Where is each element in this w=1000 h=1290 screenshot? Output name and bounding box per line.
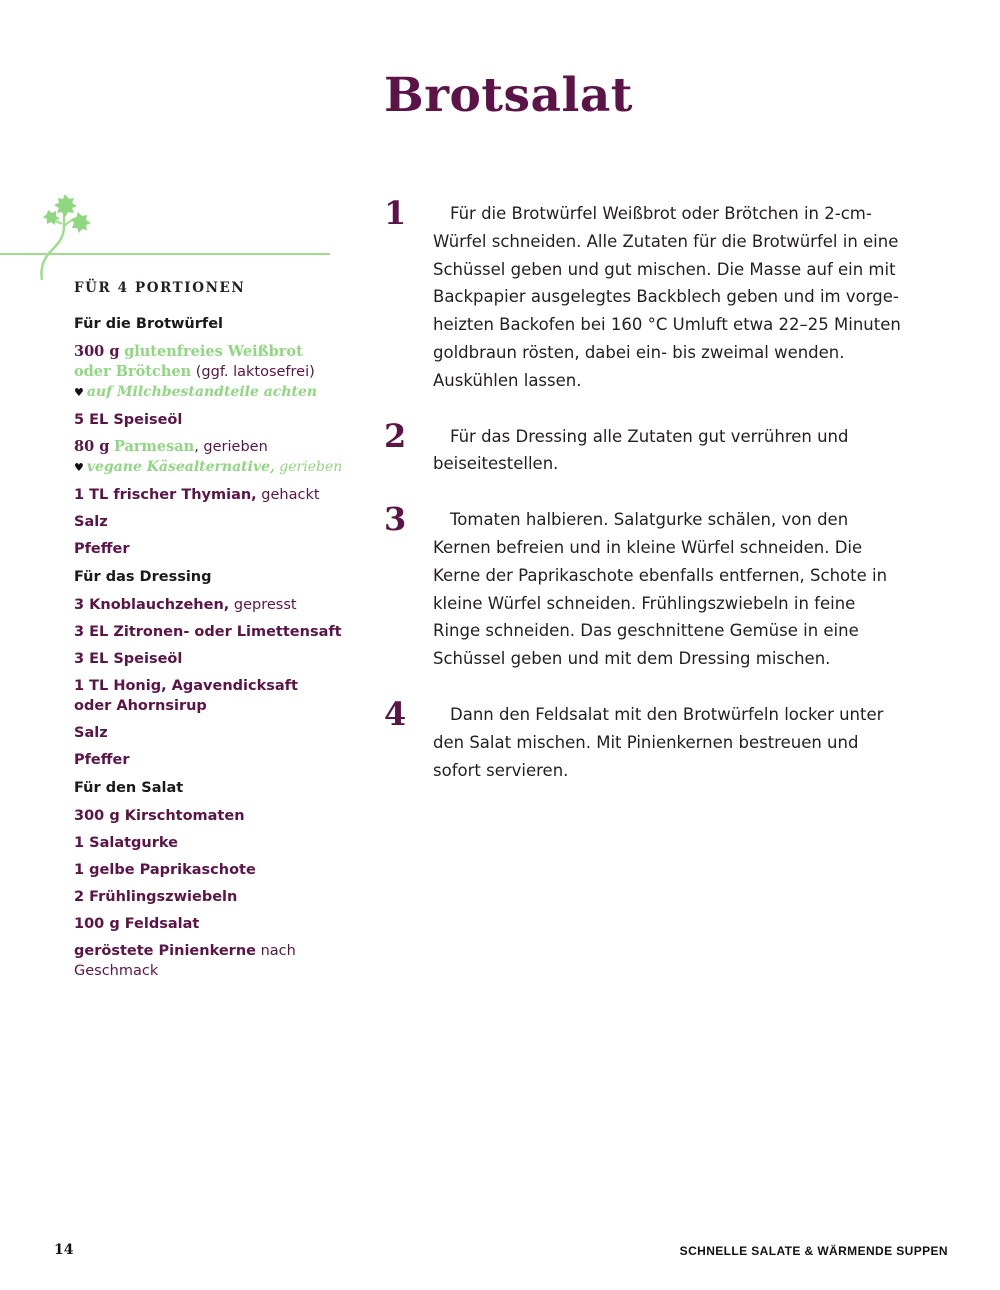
page-number: 14 — [54, 1242, 74, 1258]
ingredient-qty: 1 Salatgurke — [74, 835, 178, 851]
step-text: Dann den Feldsalat mit den Brotwürfeln locker unter den Salat mischen. Mit Pinienkernen bestreuen und sofort servieren. — [433, 704, 884, 780]
ingredient-qty: 300 g Kirschtomaten — [74, 808, 245, 824]
step-text: Für das Dressing alle Zutaten gut verrühren und beiseitestellen. — [433, 426, 849, 474]
ingredient-item — [74, 750, 344, 770]
ingredient-qty: Salz — [74, 725, 108, 741]
alternative-text: auf Milchbestandteile achten — [86, 384, 318, 400]
recipe-title: Brotsalat — [384, 68, 633, 123]
ingredient-item — [74, 833, 344, 853]
ingredient-name: glutenfreies Weißbrot oder Brötchen — [74, 343, 303, 380]
group-title: Für den Salat — [74, 780, 184, 796]
ingredient-item — [74, 342, 344, 403]
ingredient-name: Parmesan — [113, 438, 195, 455]
ingredient-item — [74, 676, 304, 716]
step-number: 3 — [384, 500, 407, 539]
ingredient-note: gehackt — [256, 487, 320, 503]
ingredient-item — [74, 437, 344, 478]
ingredient-item — [74, 723, 344, 743]
ingredient-item — [74, 622, 344, 642]
step-text: Für die Brotwürfel Weißbrot oder Brötchen in 2-cm-Würfel schneiden. Alle Zutaten für die Brotwürfel in eine Schüssel geben und gut mischen. Die Masse auf ein mit Backpapier ausgelegtes Backblech geben und im vorgeheizten Backofen bei 160 °C Umluft etwa 22–25 Minuten goldbraun rösten, dabei ein- bis zweimal wenden. Auskühlen lassen. — [433, 204, 901, 390]
ingredient-qty: 80 g — [74, 438, 110, 455]
step-1 — [384, 194, 904, 395]
servings-label: FÜR 4 PORTIONEN — [74, 280, 246, 296]
ingredient-qty: 1 TL frischer Thymian, — [74, 487, 257, 503]
ingredient-qty: 1 gelbe Paprikaschote — [74, 862, 256, 878]
ingredient-alternative — [74, 382, 344, 403]
ingredient-qty: 5 EL Speiseöl — [74, 412, 183, 428]
step-2 — [384, 416, 904, 479]
parsley-sprig-icon — [34, 192, 96, 282]
ingredient-group-dressing — [74, 567, 344, 770]
step-number: 2 — [384, 416, 407, 455]
ingredient-qty: geröstete Pinienkerne — [74, 943, 256, 959]
ingredient-item — [74, 539, 344, 559]
ingredient-qty: 3 Knoblauchzehen, — [74, 597, 230, 613]
ingredient-item — [74, 649, 344, 669]
ingredient-item — [74, 914, 344, 934]
ingredient-item — [74, 806, 344, 826]
group-title: Für das Dressing — [74, 569, 212, 585]
step-number: 4 — [384, 694, 407, 733]
ingredient-qty: 100 g Feldsalat — [74, 916, 200, 932]
ingredient-note: gepresst — [229, 597, 297, 613]
ingredient-item — [74, 595, 344, 615]
step-3 — [384, 500, 904, 673]
ingredients-panel — [74, 280, 344, 989]
heart-icon: ♥ — [74, 461, 84, 474]
ingredient-item — [74, 485, 344, 505]
ingredient-item — [74, 512, 344, 532]
ingredient-qty: Pfeffer — [74, 752, 130, 768]
ingredient-item — [74, 887, 344, 907]
step-number: 1 — [384, 194, 407, 232]
ingredient-item — [74, 941, 304, 981]
section-title: SCHNELLE SALATE & WÄRMENDE SUPPEN — [679, 1244, 948, 1258]
ingredient-qty: Pfeffer — [74, 541, 130, 557]
ingredient-note: , gerieben — [194, 439, 268, 455]
section-divider — [0, 253, 330, 255]
ingredient-group-salat — [74, 778, 344, 981]
ingredient-qty: 3 EL Zitronen- oder Limettensaft — [74, 624, 342, 640]
ingredient-qty: 1 TL Honig, Agavendicksaft oder Ahornsirup — [74, 678, 298, 714]
group-title: Für die Brotwürfel — [74, 316, 224, 332]
ingredient-group-brotwuerfel — [74, 314, 344, 559]
ingredient-qty: 2 Frühlingszwiebeln — [74, 889, 238, 905]
ingredient-note: (ggf. laktosefrei) — [195, 364, 315, 380]
ingredient-alternative — [74, 457, 344, 478]
ingredient-qty: Salz — [74, 514, 108, 530]
alternative-note: gerieben — [274, 459, 343, 475]
ingredient-note: nach Geschmack — [74, 943, 296, 979]
preparation-steps — [384, 194, 904, 812]
heart-icon: ♥ — [74, 386, 84, 399]
ingredient-qty: 300 g — [74, 343, 120, 360]
ingredient-item — [74, 410, 344, 430]
ingredient-item — [74, 860, 344, 880]
step-4 — [384, 694, 904, 784]
ingredient-qty: 3 EL Speiseöl — [74, 651, 183, 667]
alternative-text: vegane Käsealternative, — [86, 459, 275, 475]
step-text: Tomaten halbieren. Salatgurke schälen, von den Kernen befreien und in kleine Würfel schneiden. Die Kerne der Paprikaschote ebenfalls entfernen, Schote in kleine Würfel schneiden. Frühlingszwiebeln in feine Ringe schneiden. Das geschnittene Gemüse in eine Schüssel geben und mit dem Dressing mischen. — [433, 510, 888, 669]
